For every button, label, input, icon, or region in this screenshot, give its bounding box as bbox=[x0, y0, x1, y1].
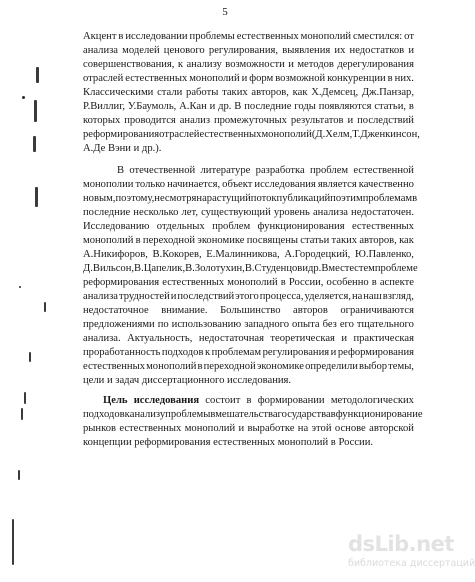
scan-artifact bbox=[24, 392, 26, 404]
text-line: монополии только начинается, объект исследования является качественно bbox=[83, 179, 414, 190]
scan-artifact bbox=[22, 96, 25, 99]
watermark-subtitle: библиотека диссертаций bbox=[348, 558, 475, 569]
text-line: анализа. Актуальность, недостаточная теоретическая и практическая bbox=[83, 333, 414, 344]
text-line: новым, поэтому, несмотря на растущий поток публикаций по этим проблемам в bbox=[83, 193, 418, 204]
text-line: реформирования отраслей естественных монополий ( Д.Хелм, Т.Дженкинсон, bbox=[83, 129, 420, 140]
scan-artifact bbox=[35, 187, 38, 207]
scan-artifact bbox=[19, 286, 21, 288]
text-line: рынков естественных монополий и выработке на этой основе авторской bbox=[83, 423, 414, 434]
text-line: совершенствования, к анализу возможности и методов дерегулирования bbox=[83, 59, 414, 70]
text-line: Д.Вильсон, В.Цапелик, В.Золотухин, В.Студенцов и др. Вместе с тем проблеме bbox=[83, 263, 418, 274]
text-line: которых проводится анализ промежуточных результатов и последствий bbox=[83, 115, 414, 126]
text-line: цели и задач диссертационного исследования. bbox=[83, 375, 292, 386]
scan-artifact bbox=[34, 100, 37, 122]
scan-artifact bbox=[33, 136, 36, 152]
text-line: анализа моделей ценового регулирования, выявления их недостатков и bbox=[83, 45, 414, 56]
text-line: подходов к анализу проблемы вмешательства государства в функционирование bbox=[83, 409, 423, 420]
scan-artifact bbox=[12, 519, 14, 565]
text-line: Цель исследования состоит в формировании методологических bbox=[103, 395, 414, 406]
text-line: А.Де Вэни и др.). bbox=[83, 143, 162, 154]
text-line: отраслей естественных монополий и форм возможной конкуренции в них. bbox=[83, 73, 414, 84]
text-line: концепции реформирования естественных монополий в России. bbox=[83, 437, 374, 448]
page-number: 5 bbox=[222, 6, 228, 18]
text-line: монополий в переходной экономике посвящены статьи таких авторов, как bbox=[83, 235, 414, 246]
text-line: А.Никифоров, В.Кокорев, Е.Малинникова, А.Городецкий, Ю.Павленко, bbox=[83, 249, 414, 260]
text-line: недостаточное внимание. Большинство авторов ограничиваются bbox=[83, 305, 414, 316]
watermark bbox=[348, 532, 475, 578]
text-line: естественных монополий в переходной экономике определили выбор темы, bbox=[83, 361, 414, 372]
text-line: последние несколько лет, существующий уровень анализа недостаточен. bbox=[83, 207, 414, 218]
scan-artifact bbox=[44, 302, 46, 312]
text-line: Акцент в исследовании проблемы естественных монополий сместился: от bbox=[83, 31, 414, 42]
scan-artifact bbox=[21, 408, 23, 420]
scan-artifact bbox=[18, 470, 20, 480]
text-line: Р.Виллиг, У.Баумоль, А.Кан и др. В последние годы появляются статьи, в bbox=[83, 101, 414, 112]
text-line: реформирования естественных монополий в России, особенно в аспекте bbox=[83, 277, 414, 288]
scan-artifact bbox=[36, 67, 39, 83]
watermark-brand: dsLib.net bbox=[348, 532, 454, 556]
text-line: Исследованию отдельных проблем функционирования естественных bbox=[83, 221, 414, 232]
text-line: предложениями по использованию западного опыта без его тщательного bbox=[83, 319, 414, 330]
text-line: анализа трудностей и последствий этого процесса, уделяется, на наш взгляд, bbox=[83, 291, 414, 302]
text-line: Классическими стали работы таких авторов, как Х.Демсец, Дж.Панзар, bbox=[83, 87, 414, 98]
text-line: В отечественной литературе разработка проблем естественной bbox=[117, 165, 414, 176]
text-line: проработанность подходов к проблемам регулирования и реформирования bbox=[83, 347, 414, 358]
scan-artifact bbox=[29, 352, 31, 362]
